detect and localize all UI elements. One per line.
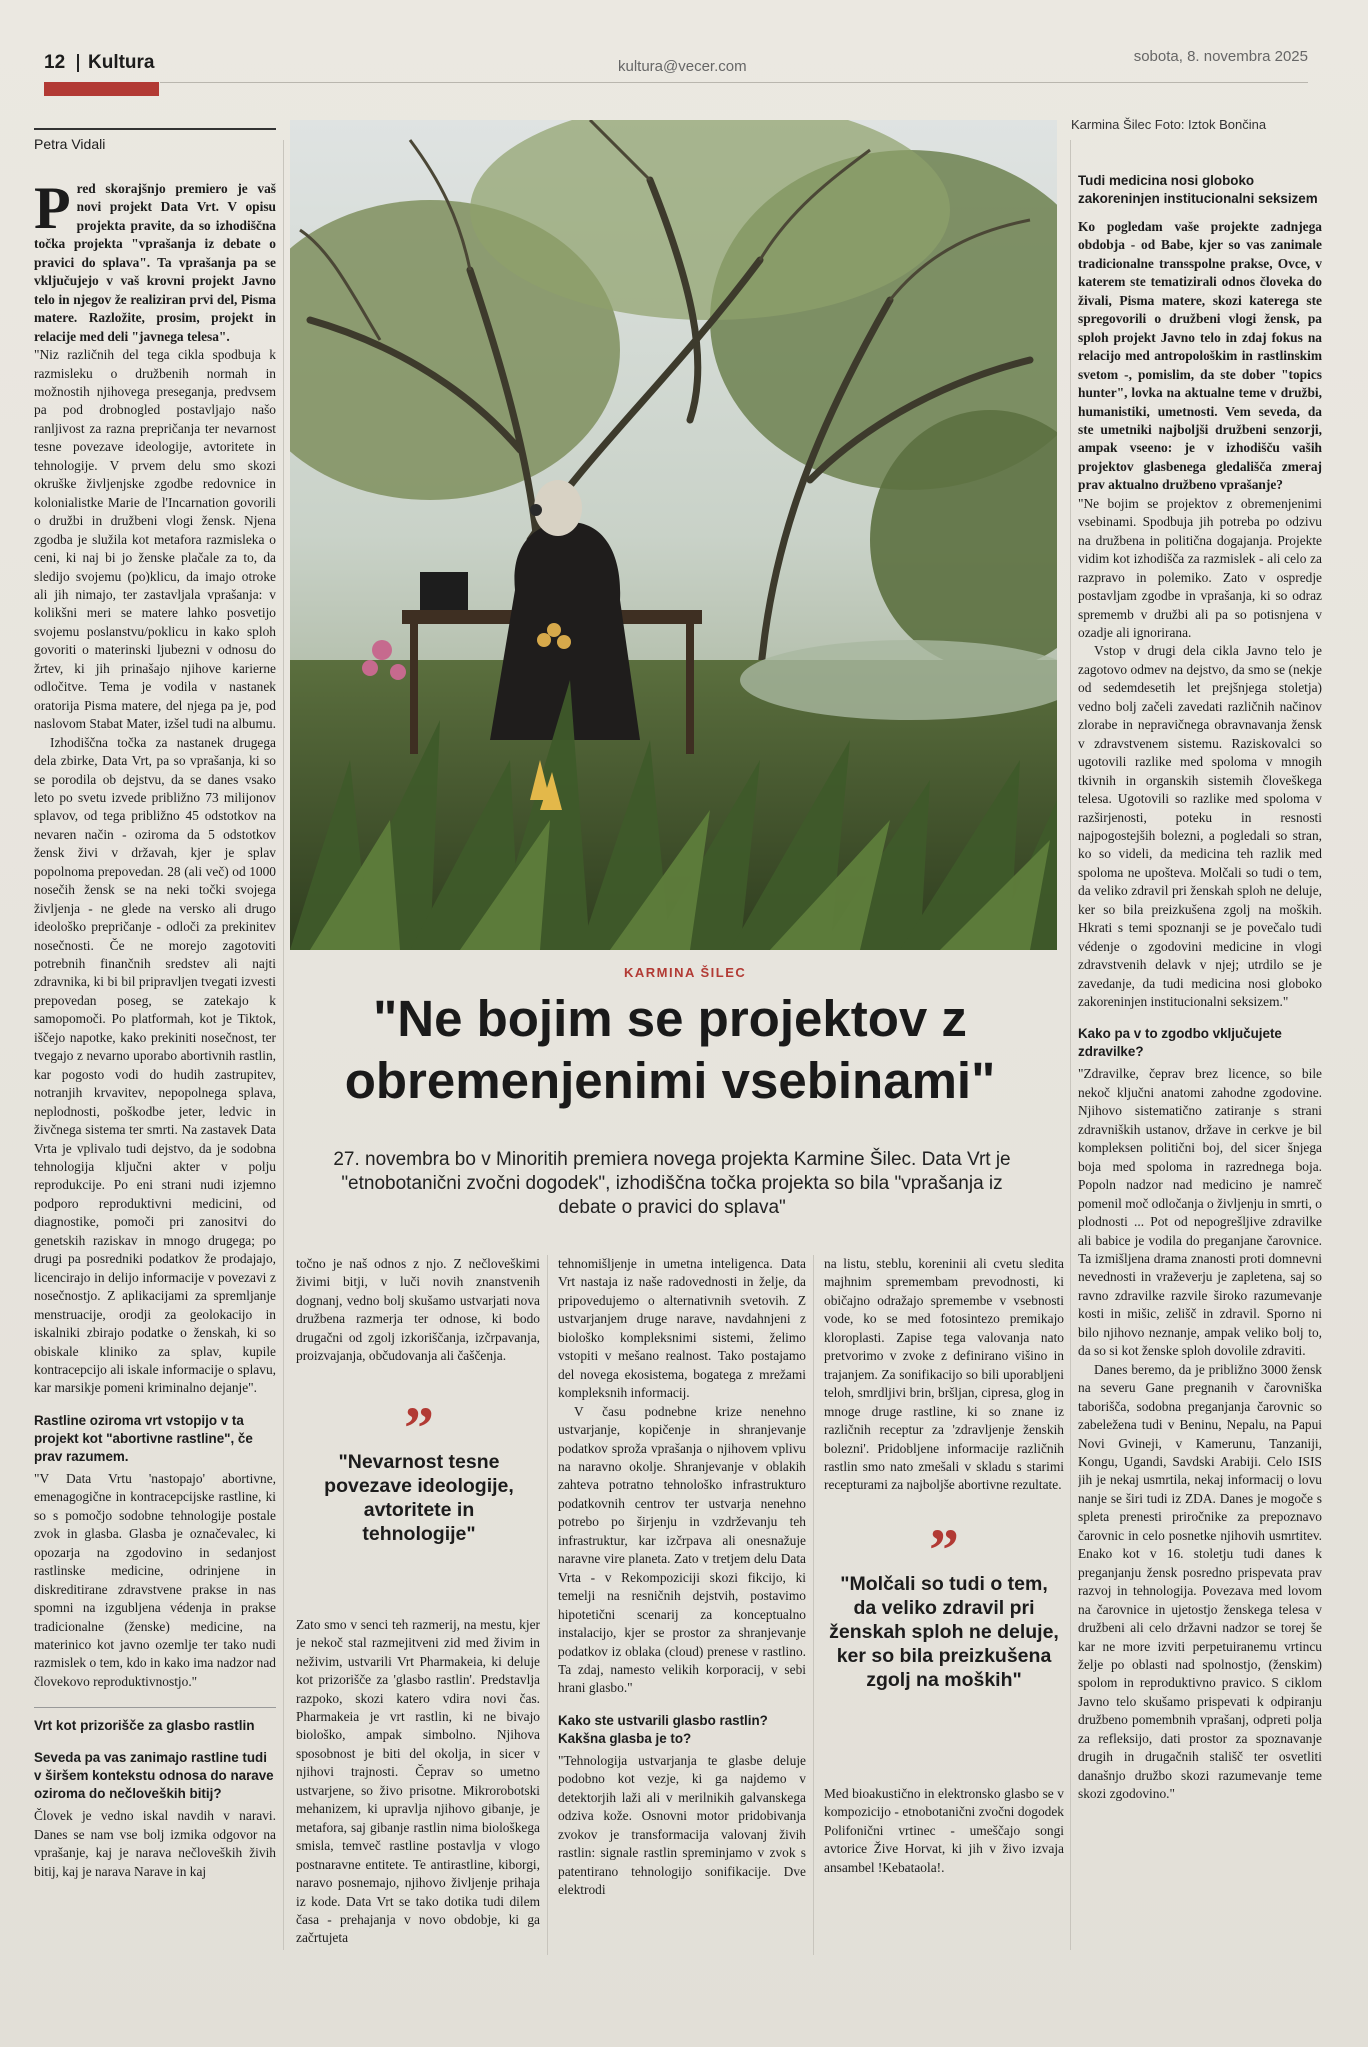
question-heading: Kako pa v to zgodbo vključujete zdravilke? (1078, 1026, 1282, 1060)
column-rule (1070, 140, 1071, 1950)
byline-rule (34, 128, 276, 130)
answer-paragraph: na listu, steblu, koreninii ali cvetu sledita majhnim spremembam prevodnosti, ki običajno odražajo spremembe v vsebnosti vode, ko se med fotosintezo premikajo kloroplasti. Zapise tega valovanja nato pretvorimo v zvoke z definirano višino in trajanjem. Za sonifikacijo so bili uporabljeni teloh, smrdljivi brin, bršljan, cipresa, glog in mnoge druge rastline, ki so znane iz različnih receptur za 'zdravljenje ženskih bolezni'. Pridobljene informacije različnih rastlin smo nato zmešali v skladu s starimi recepturami za najboljše abortivne rezultate. (824, 1256, 1064, 1493)
pull-quote-text: "Molčali so tudi o tem, da veliko zdravil pri ženskah sploh ne deluje, ker so bila preizkušena zgolj na moških" (829, 1573, 1059, 1691)
intro-question (34, 180, 276, 346)
answer-paragraph: "V Data Vrtu 'nastopajo' abortivne, emenagogične in kontracepcijske rastline, ki so s pomočjo sodobne tehnologije postale zvok in glasba. Glasba je označevalec, ki opozarja na zgodovino in sedanjost rastlinske medicine, odrinjene in diskreditirane zdravstvene prakse in nas spomni na izgubljena védenja in prakse tradicionalne (ženske) medicine, na materinico kot javno ozemlje ter tako nudi razmislek o tem, kdo in kako ima nadzor nad človekovo reproduktivnostjo." (34, 1470, 276, 1689)
article-column-1 (34, 180, 276, 1960)
article-headline: "Ne bojim se projektov z obremenjenimi vsebinami" (344, 990, 996, 1109)
answer-paragraph: Danes beremo, da je približno 3000 žensk na severu Gane pregnanih v čarovniška taborišča, sodobna preganjanja čarovnic so zabeležena tudi v Beninu, Nepalu, na Papui Novi Gvineji, v Kamerunu, Tanzaniji, Kongu, Ugandi, Savdski Arabiji. Celo ISIS jih je nekaj usmrtila, nekaj informacij o lovu nanje se širi tudi iz ZDA. Danes je mogoče s spleta prenesti priročnike za prepoznavo čarovnic in celo posnetke njihovih usmrtitev. Enako kot v 16. stoletju tudi danes k preganjanju žensk posredno prispevata prav razvoj in tehnologija. Povezava med lovom na čarovnice in ujetostjo ženskega telesa v družbeni ali celo državni nadzor se torej še kar ne more izviti perpetuiranemu vrtincu želje po oblasti nad spolnostjo, (ženskim) spolom in reproduktivno pravico. S ciklom Javno telo skušamo prispevati k odpiranju družbeno pomembnih vprašanj, odpreti polja za refleksijo, dati prostor za spoznavanje drugih in drugačnih stališč ter osvetliti današnjo družbo skozi razumevanje teme skozi zgodovino." (1078, 1361, 1322, 1802)
issue-date: sobota, 8. novembra 2025 (1133, 48, 1308, 65)
answer-paragraph: "Tehnologija ustvarjanja te glasbe deluje podobno kot vezje, ki ga najdemo v detektorjih laži ali v merilnikih galvanskega odziva kože. Osnovni motor pridobivanja zvokov je transformacija valovanj živih rastlin: signale rastlin spreminjamo v zvok s patentirano tehnologijo sonifikacije. Dve elektrodi (558, 1752, 806, 1898)
intro-question-text: red skorajšnjo premiero je vaš novi projekt Data Vrt. V opisu projekta pravite, da so izhodiščna točka projekta "vprašanja iz debate o pravici do splava". Ta vprašanja pa se vključujejo v vaš krovni projekt Javno telo in njegov že realiziran prvi del, Pisma matere. Razložite, prosim, projekt in relacije med deli "javnega telesa". (34, 181, 276, 344)
question-heading: Seveda pa vas zanimajo rastline tudi v širšem kontekstu odnosa do narave oziroma do nečloveških bitij? (34, 1750, 274, 1802)
article-column-5 (1078, 172, 1322, 1962)
answer-paragraph: Med bioakustično in elektronsko glasbo se v kompozicijo - etnobotanični zvočni dogodek Polifonični vrtinec - umeščajo songi avtorice Žive Horvat, ki jih v živo izvaja ansambel !Kebataola!. (824, 1785, 1064, 1875)
question-heading: Kako ste ustvarili glasbo rastlin? Kakšna glasba je to? (558, 1712, 768, 1746)
quote-mark-icon: ” (404, 1395, 434, 1461)
article-column-2 (296, 1255, 540, 1955)
header-rule (160, 82, 1308, 83)
article-kicker: KARMINA ŠILEC (624, 965, 747, 980)
answer-paragraph: Zato smo v senci teh razmerij, na mestu, kjer je nekoč stal razmejitveni zid med živim in neživim, ustvarili Vrt Pharmakeia, ki deluje kot prizorišče za 'glasbo rastlin'. Predstavlja razpoko, skozi katero vdira novi čas. Pharmakeia je vrt rastlin, ki ne bivajo biološko, ampak simbolno. Njihova sposobnost je biti del okolja, in sicer v njihovi trajnosti. Čeprav so umetno ustvarjene, so živo prisotne. Mikrorobotski mehanizem, ki upravlja njihovo gibanje, je metafora, saj gibanje rastlin nima biološkega smisla, temveč rastline postavlja v vlogo postnaravne entitete. Te antirastline, kiborgi, naravo posnemajo, njihovo življenje prihaja iz kode. Data Vrt se tako dotika tudi dilem časa - prehajanja v novo obdobje, ki ga začrtujeta (296, 1616, 540, 1946)
answer-paragraph: točno je naš odnos z njo. Z nečloveškimi živimi bitji, v luči novih znanstvenih dognanj, vedno bolj skušamo ustvarjati nova družbena razmerja ter odnose, ki bodo drugačni od zgolj izkoriščanja, izčrpavanja, proizvajanja, občudovanja ali čaščenja. (296, 1256, 540, 1364)
byline: Petra Vidali (34, 136, 106, 152)
answer-paragraph: Človek je vedno iskal navdih v naravi. Danes se nam vse bolj izmika odgovor na vprašanje, kaj je narava nečloveških živih bitij, kaj je narava Narave in kaj (34, 1808, 276, 1879)
column-rule (283, 140, 284, 1950)
column-rule (813, 1255, 814, 1955)
answer-paragraph: Vstop v drugi dela cikla Javno telo je zagotovo odmev na dejstvo, da smo se (nekje od sedemdesetih let prejšnjega stoletja) vedno bolj začeli zavedati različnih načinov zlorabe in nepravičnega obravnavanja žensk v zdravstvenem sistemu. Raziskovalci so ugotovili razlike med spoloma v mnogih tkivnih in organskih sistemih človeškega telesa. Ugotovili so razlike med spoloma v razširjenosti, poteku in resnosti najpogostejših bolezni, a pogledali so stran, ko so videli, da medicina teh razlik med spoloma ne upošteva. Molčali so tudi o tem, da veliko zdravil pri ženskah sploh ne deluje, ker so bila preizkušena zgolj na moških. Hkrati s temi spoznanji se je povečalo tudi védenje o zgodovini medicine in vlogi zdravstvenih delavk v njej; utrdilo se je zavedanje, da tudi medicina nosi globoko zakoreninjen institucionalni seksizem." (1078, 643, 1322, 1010)
drop-cap: P (34, 180, 71, 241)
garden-photo-illustration (290, 120, 1057, 950)
answer-paragraph: tehnomišljenje in umetna inteligenca. Data Vrt nastaja iz naše radovednosti in želje, da pripovedujemo o alternativnih svetovih. Z ustvarjanjem druge narave, navdahnjeni z biološko kompleksnimi sistemi, želimo vstopiti v mešano realnost. Tako postajamo del novega ekosistema, bogatega z mrežami kompleksnih informacij. (558, 1256, 806, 1401)
article-standfirst: 27. novembra bo v Minoritih premiera novega projekta Karmine Šilec. Data Vrt je "etnobotanični zvočni dogodek", izhodiščna točka projekta so bila "vprašanja iz debate o pravici do splava" (333, 1149, 1011, 1218)
section-subhead: Vrt kot prizorišče za glasbo rastlin (34, 1707, 276, 1735)
quote-mark-icon: ” (929, 1517, 959, 1583)
header-separator (77, 54, 79, 72)
photo-credit: Karmina Šilec Foto: Iztok Bončina (1071, 117, 1267, 132)
question-paragraph: Ko pogledam vaše projekte zadnjega obdobja - od Babe, kjer so vas zanimale tradicionalne transspolne prakse, Ovce, v katerem ste tematizirali odnos človeka do živali, Pisma matere, skozi katerega ste spregovorili o družbeni vlogi žensk, pa sploh projekt Javno telo in zdaj fokus na relacijo med antropološkim in rastlinskim svetom -, pomislim, da ste dober "topics hunter", lovka na aktualne teme v družbi, humanistiki, umetnosti. Vem seveda, da ste umetniki najboljši družbeni senzorji, ampak vseeno: je v izhodišču vaših projektov glasbenega gledališča zmeraj prav aktualno družbeno vprašanje? (1078, 219, 1322, 493)
page-number: 12 (44, 52, 66, 73)
article-column-3 (558, 1255, 806, 1955)
answer-paragraph: V času podnebne krize nenehno ustvarjanje, kopičenje in shranjevanje podatkov sproža vprašanja o njihovem vplivu na naravno okolje. Shranjevanje v oblakih zahteva potratno tehnološko infrastrukturo podatkovnih centrov ter ustvarja nenehno potrebo po širjenju in vzdrževanju teh infrastruktur, kar izčrpava ali onesnažuje naravne vire planeta. Zato v tretjem delu Data Vrta - v Rekompoziciji skozi fikcijo, ki temelji na resničnih dejstvih, postavimo hipotetični scenarij za konceptualno instalacijo, kjer se prostor za shranjevanje podatkov iz oblaka (cloud) prenese v rastlino. Ta zdaj, namesto velikih korporacij, v sebi hrani glasbo." (558, 1403, 806, 1696)
answer-paragraph: "Zdravilke, čeprav brez licence, so bile nekoč ključni anatomi zahodne zgodovine. Njihovo sistematično zatiranje s strani zdravniških ustanov, države in cerkve je bil kompleksen politični boj, del sicer šnjega boja med spoloma in razrednega boja. Popoln nadzor nad medicino je namreč pomenil moč odločanja o življenju in smrti, o plodnosti ... Pot od nepogrešljive zdravilke ali babice je vodila do preganjane čarovnice. Ta izmišljena drama znanosti proti domnevni nevednosti in vraževerju je zapletena, saj so ravno zdravilke razvile široko razumevanje kosti in mišic, zelišč in zdravil. Sporno ni bilo njihovo neznanje, ampak veliko bolj to, da so si kot ženske sploh dovolile zdraviti. (1078, 1066, 1322, 1359)
section-subhead: Tudi medicina nosi globoko zakoreninjen institucionalni seksizem (1078, 173, 1318, 206)
section-email: kultura@vecer.com (618, 58, 747, 75)
pull-quote-text: "Nevarnost tesne povezave ideologije, avtoritete in tehnologije" (324, 1451, 514, 1545)
answer-paragraph: "Ne bojim se projektov z obremenjenimi vsebinami. Spodbuja jih potreba po odzivu na družbena in politična dogajanja. Projekte vidim kot izhodišča za razmislek - ali celo za razpravo in polemiko. Zato v ospredje postavljam zgodbe in vprašanja, ki so odraz sprememb v družbi ali pa so potisnjena v ozadje ali ignorirana. (1078, 495, 1322, 640)
answer-paragraph: "Niz različnih del tega cikla spodbuja k razmisleku o družbenih normah in možnostih njihovega preseganja, predvsem pa pod drobnogled postavljajo našo ranljivost za razna prepričanja ter nevarnost tesne povezave ideologije, avtoritete in tehnologije. V prvem delu smo skozi okruške življenjske zgodbe redovnice in kolonialistke Marie de l'Incarnation govorili o družbi in družbeni vlogi žensk. Njena zgodba je služila kot metafora razmisleka o ceni, ki naj bi jo ženske plačale za to, da sledijo svojemu (po)klicu, da imajo otroke ali jih nimajo, ter zastavljala vprašanja: v kolikšni meri se matere lahko posvetijo svojemu poslanstvu/poklicu in kako sploh govoriti o materinski ljubezni v odnosu do žrtev, ki jih prinašajo njihove karierne odločitve. Tema je vodila v nastanek oratorija Pisma matere, del njega pa je, pod naslovom Stabat Mater, izšel tudi na albumu. (34, 347, 276, 732)
answer-paragraph: Izhodiščna točka za nastanek drugega dela zbirke, Data Vrt, pa so vprašanja, ki so se porodila ob dejstvu, da se danes vsako leto po svetu izvede približno 73 milijonov splavov, od tega približno 45 odstotkov na nevaren način - oziroma da 5 odstotkov žensk živi v državah, kjer je splav popolnoma prepovedan. 28 (ali več) od 1000 nosečih žensk se na neki točki svojega življenja - ne glede na versko ali drugo ideološko prepričanje - odloči za prekinitev nosečnosti. Če ne morejo zagotoviti potrebnih finančnih sredstev ali najti zdravnika, ki bi bil pripravljen tvegati izvesti prepovedan poseg, se zatekajo k samopomoči. Po platformah, kot je Tiktok, iščejo napotke, kako prekiniti nosečnost, ter tvegajo z nevarno uporabo abortivnih rastlin, kar pogosto vodi do hudih zastrupitev, notranjih krvavitev, nepopolnega splava, neplodnosti, poškodbe jeter, ledvic in živčnega sistema ter smrti. Na zastavek Data Vrta je vplivalo tudi dejstvo, da je sodobna tehnologija ključni akter v polju reprodukcije. Po eni strani nudi izjemno podporo reproduktivni medicini, od diagnostike, pomoči pri zanositvi do genetskih raziskav in mnogo drugega; po drugi pa posredniki podatkov že prodajajo, licencirajo in delijo informacije v povezavi z nosečnostjo. Z aplikacijami za spremljanje menstruacije, orodji za geolokacijo in iskalniki zbirajo podatke o ženskah, ki so obiskale kliniko za splav, kupile kontracepcijo ali iskale informacije o splavu, kar marsikje pomeni kriminalno dejanje". (34, 734, 276, 1396)
pull-quote-2 (828, 1517, 1060, 1692)
question-heading: Rastline oziroma vrt vstopijo v ta projekt kot "abortivne rastline", če prav razumem. (34, 1412, 253, 1464)
section-accent-bar (44, 82, 159, 96)
pull-quote-1 (306, 1395, 532, 1546)
section-name: Kultura (88, 52, 155, 73)
article-photo (290, 120, 1057, 950)
column-rule (547, 1255, 548, 1955)
